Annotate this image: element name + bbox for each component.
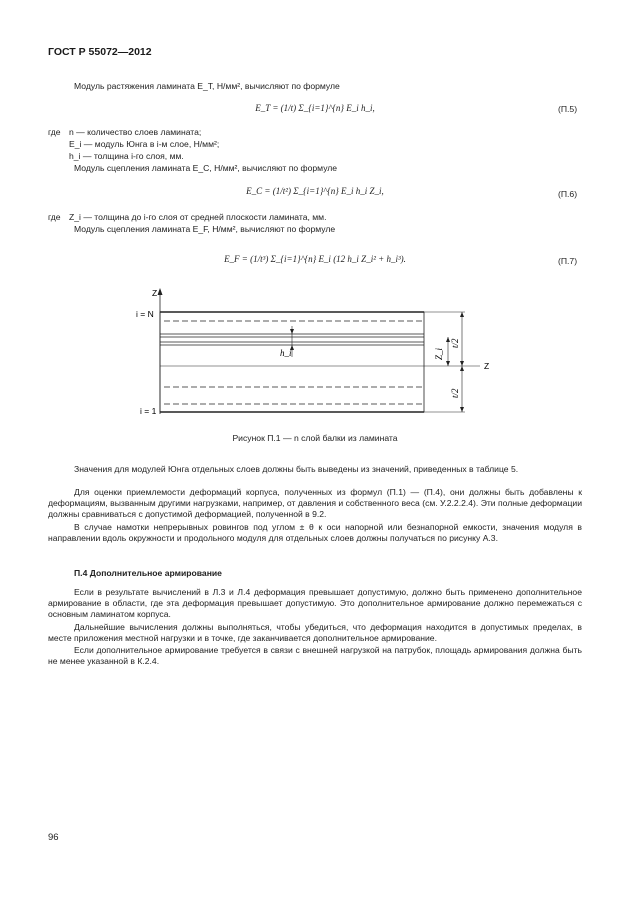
zi-label: Z_i [434, 347, 444, 360]
text-line-bond-modulus-c: Модуль сцепления ламината E_C, Н/мм², вычисляют по формуле [74, 163, 338, 173]
equation-number-p5: (П.5) [558, 104, 578, 114]
text-line-bond-modulus-f: Модуль сцепления ламината E_F, Н/мм², вычисляют по формуле [74, 224, 336, 234]
zi-arrow-bottom [446, 361, 450, 366]
hi-arrow-top [290, 329, 294, 334]
paragraph-reinforcement-3: Если дополнительное армирование требуется в связи с внешней нагрузкой на патрубок, площадь армирования должна быть не менее указанной в К.2.4. [48, 645, 582, 666]
t-half-label-top: t/2 [450, 338, 460, 348]
hi-label: h_i [280, 348, 292, 358]
page-number: 96 [48, 832, 59, 843]
t-arrow-mid-down [460, 366, 464, 371]
paragraph-deformation-check: Для оценки приемлемости деформаций корпуса, полученных из формул (П.1) — (П.4), они должны быть добавлены к деформациям, вызванным другими нагрузками, например, от давления и собственного веса (см. У.2.2.2.4). Эти полные деформации должны сравниваться с допустимой деформацией, полученной в 9.2. [48, 487, 582, 519]
paragraph-reinforcement-1: Если в результате вычислений в Л.3 и Л.4 деформация превышает допустимую, должно быть применено дополнительное армирование в области, где эта деформация превышает допустимую. Это дополнительное армирование должно перемежаться с основным ламинатом корпуса. [48, 587, 582, 619]
equation-number-p7: (П.7) [558, 256, 578, 266]
section-title-additional-reinforcement: П.4 Дополнительное армирование [74, 568, 222, 578]
paragraph-reinforcement-2: Дальнейшие вычисления должны выполняться, чтобы убедиться, что деформация находится в допустимых пределах, в месте приложения местной нагрузки и в точке, где заканчивается дополнительное армирование. [48, 622, 582, 643]
equation-number-p6: (П.6) [558, 189, 578, 199]
definition-Ei: E_i — модуль Юнга в i-м слое, Н/мм²; [69, 139, 220, 149]
where-label-2: где [48, 212, 61, 222]
t-half-label-bottom: t/2 [450, 388, 460, 398]
t-arrow-top [460, 312, 464, 317]
mid-plane-label: Z [484, 361, 490, 371]
t-arrow-mid-up [460, 361, 464, 366]
paragraph-young-modulus: Значения для модулей Юнга отдельных слоев должны быть выведены из значений, приведенных в таблице 5. [74, 464, 519, 474]
text-line-tension-modulus: Модуль растяжения ламината E_T, Н/мм², вычисляют по формуле [74, 81, 340, 91]
paragraph-roving-winding: В случае намотки непрерывных ровингов под углом ± θ к оси напорной или безнапорной емкости, значения модуля в направлении вдоль окружности и продольного модуля для отдельных слоев должны получаться по рисунку А.3. [48, 522, 582, 543]
layer-bottom-label: i = 1 [140, 406, 157, 416]
layer-top-label: i = N [136, 309, 154, 319]
document-header: ГОСТ Р 55072—2012 [48, 46, 152, 58]
z-axis-arrow [158, 288, 163, 295]
formula-eq-p5: E_T = (1/t) Σ_{i=1}^{n} E_i h_i, [255, 103, 375, 113]
where-label-1: где [48, 127, 61, 137]
figure-caption: Рисунок П.1 — n слой балки из ламината [232, 433, 398, 443]
definition-Zi: Z_i — толщина до i-го слоя от средней плоскости ламината, мм. [69, 212, 327, 222]
laminate-layer-figure [130, 282, 500, 432]
z-axis-label: Z [152, 288, 158, 298]
t-arrow-bottom [460, 407, 464, 412]
definition-n: n — количество слоев ламината; [69, 127, 202, 137]
definition-hi: h_i — толщина i-го слоя, мм. [69, 151, 184, 161]
formula-eq-p6: E_C = (1/t²) Σ_{i=1}^{n} E_i h_i Z_i, [246, 186, 384, 196]
formula-eq-p7: E_F = (1/t³) Σ_{i=1}^{n} E_i (12 h_i Z_i² + h_i³). [224, 254, 406, 264]
